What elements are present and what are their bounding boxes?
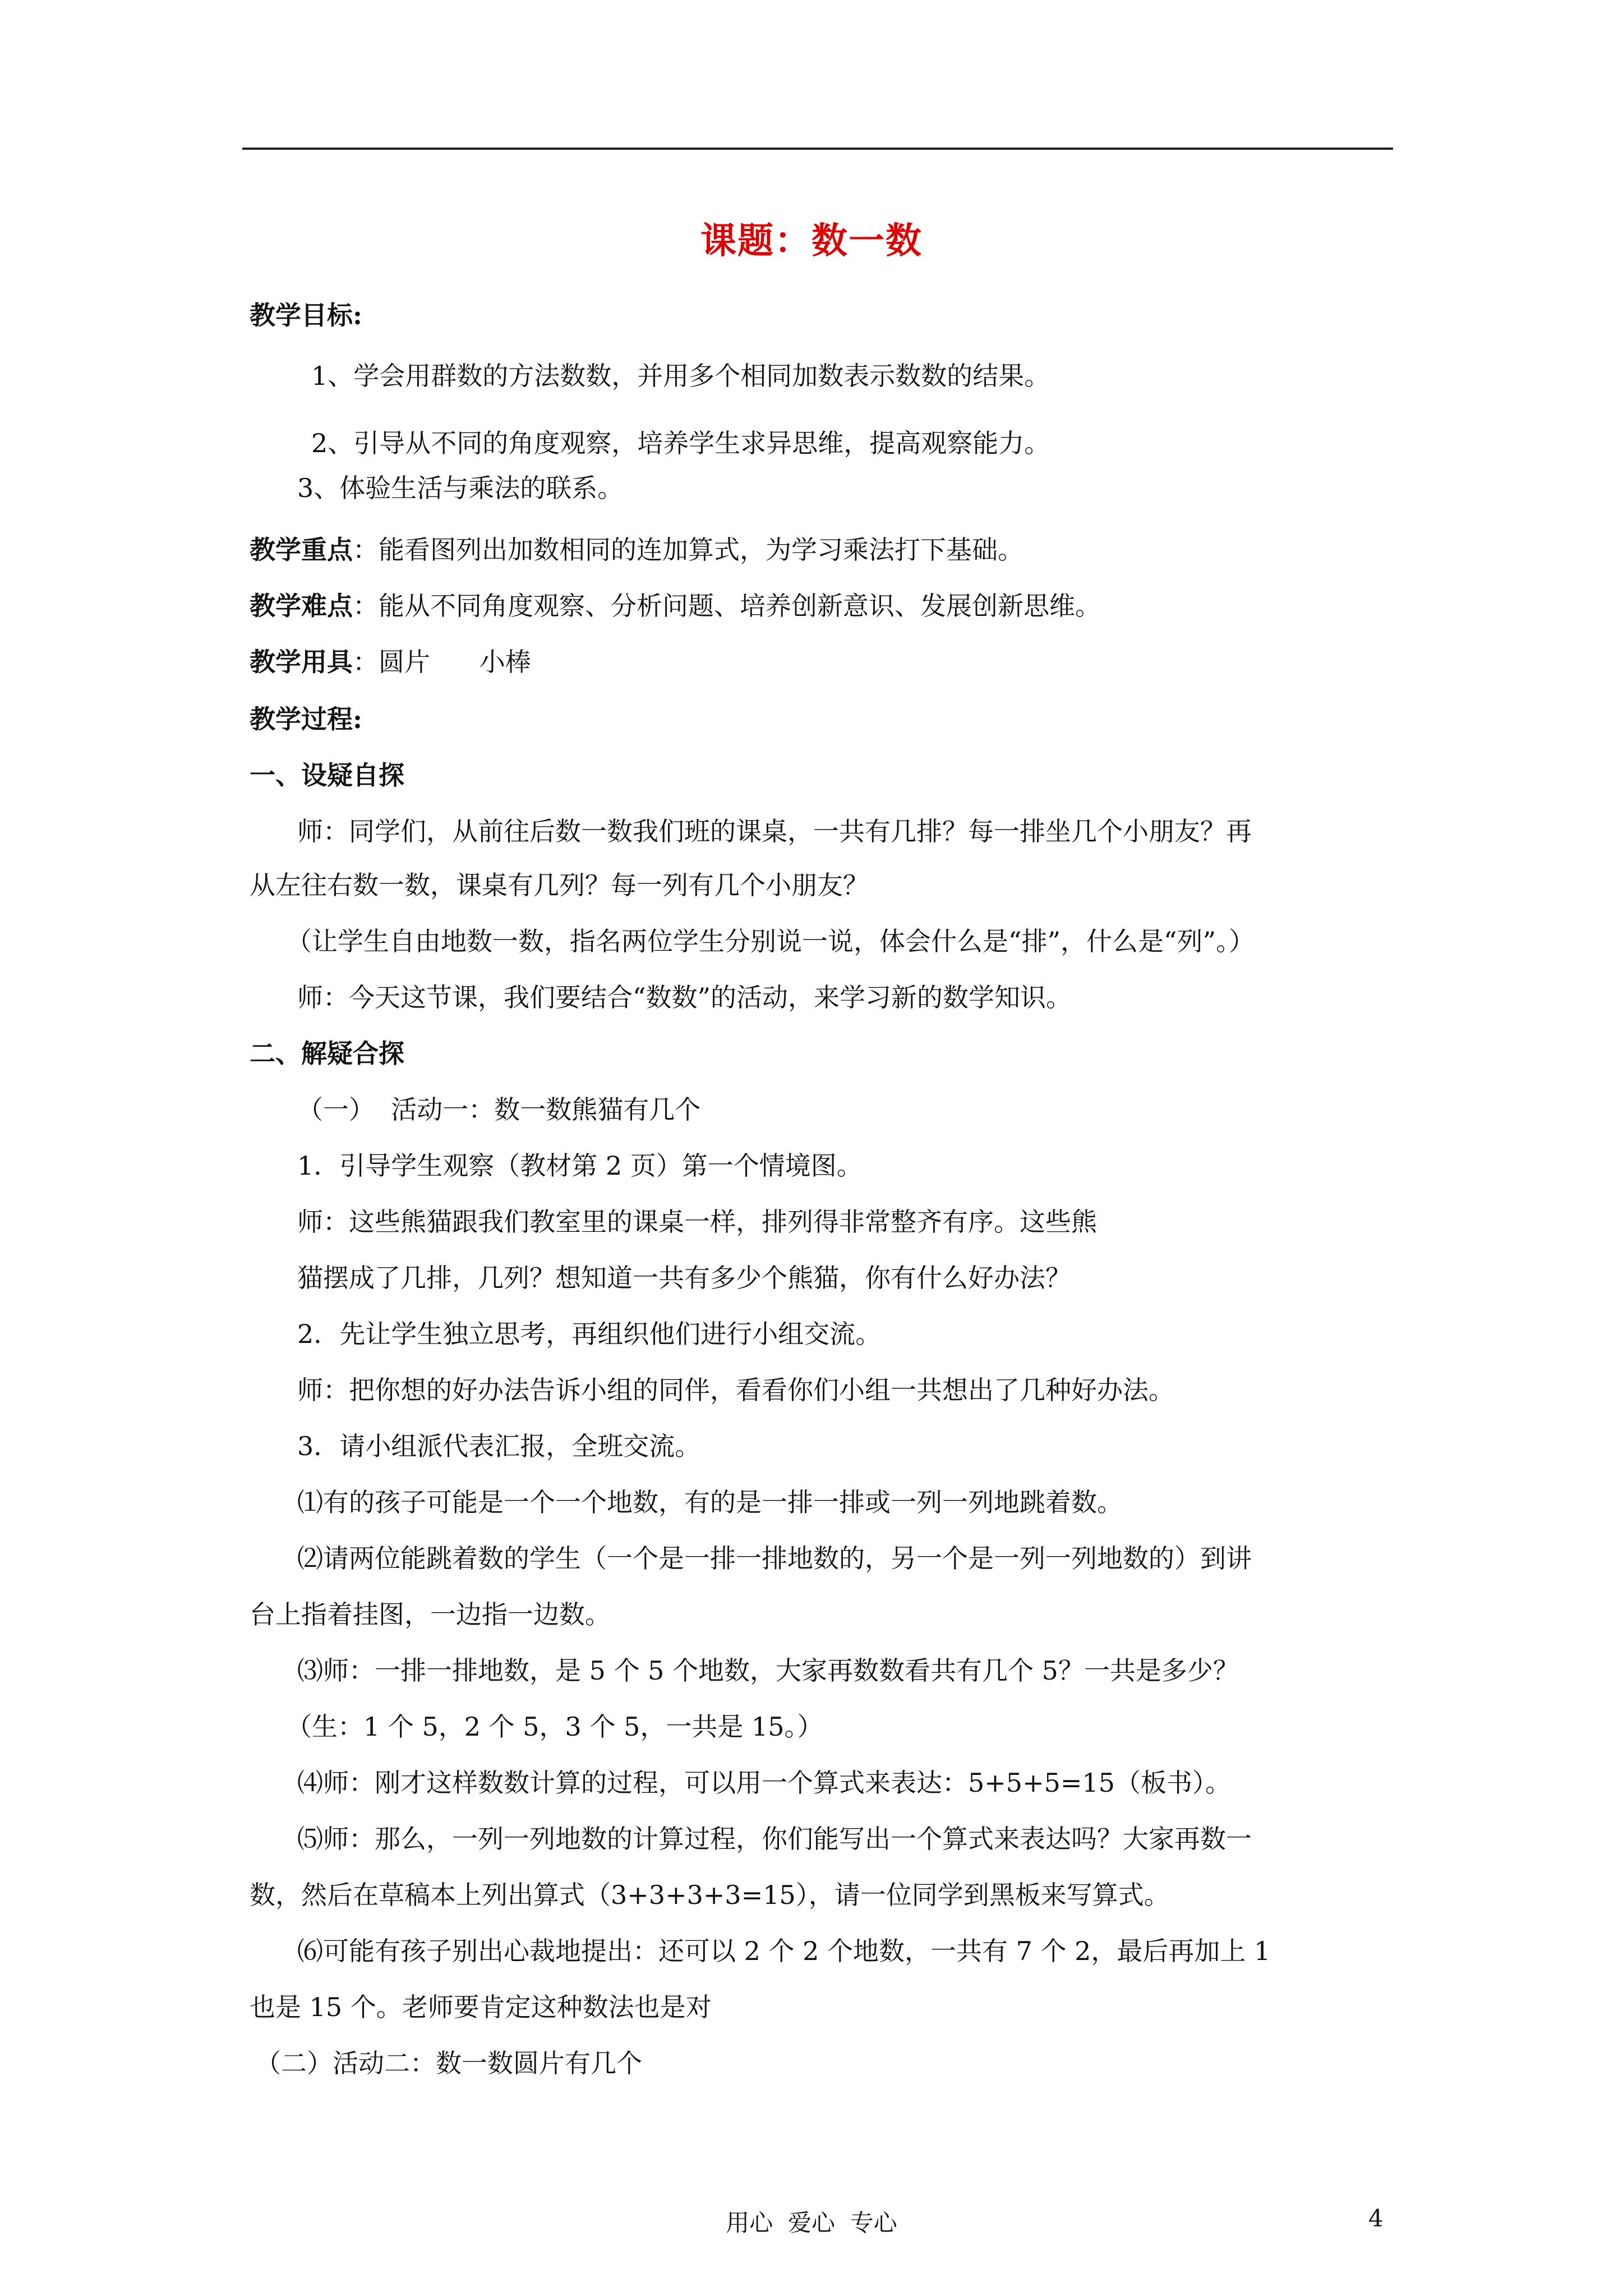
paragraph-line: （一） 活动一：数一数熊猫有几个 <box>297 1094 701 1125</box>
paragraph-line: 台上指着挂图，一边指一边数。 <box>250 1599 611 1630</box>
paragraph-line: （生：1 个 5，2 个 5，3 个 5，一共是 15。） <box>286 1711 823 1742</box>
page-number: 4 <box>1368 2205 1384 2232</box>
tools <box>250 645 531 679</box>
paragraph-line: ⑷师：刚才这样数数计算的过程，可以用一个算式来表达：5+5+5=15（板书）。 <box>297 1768 1231 1798</box>
section2-heading: 二、解疑合探 <box>250 1038 404 1069</box>
process-heading: 教学过程: <box>250 704 362 734</box>
paragraph-line: ⑶师：一排一排地数，是 5 个 5 个地数，大家再数数看共有几个 5？一共是多少？ <box>297 1655 1239 1686</box>
objective-item: 1、学会用群数的方法数数，并用多个相同加数表示数数的结果。 <box>311 361 1050 391</box>
paragraph-line: 也是 15 个。老师要肯定这种数法也是对 <box>250 1992 712 2022</box>
page-title: 课题：数一数 <box>700 220 923 262</box>
tools-text: ：圆片 小棒 <box>353 647 531 677</box>
paragraph-line: ⑹可能有孩子别出心裁地提出：还可以 2 个 2 个地数，一共有 7 个 2，最后再加上 1 <box>297 1936 1271 1966</box>
difficult-point-label: 教学难点 <box>250 591 353 621</box>
paragraph-line: 师：今天这节课，我们要结合“数数”的活动，来学习新的数学知识。 <box>297 982 1072 1013</box>
difficult-point <box>250 589 1101 623</box>
paragraph-line: 1．引导学生观察（教材第 2 页）第一个情境图。 <box>297 1151 863 1181</box>
header-rule <box>242 148 1393 150</box>
paragraph-line: 从左往右数一数，课桌有几列？每一列有几个小朋友？ <box>250 870 869 900</box>
difficult-point-text: ：能从不同角度观察、分析问题、培养创新意识、发展创新思维。 <box>353 591 1101 621</box>
paragraph-line: 数，然后在草稿本上列出算式（3+3+3+3=15），请一位同学到黑板来写算式。 <box>250 1880 1170 1910</box>
paragraph-line: （让学生自由地数一数，指名两位学生分别说一说，体会什么是“排”，什么是“列”。） <box>286 926 1255 956</box>
paragraph-line: 师：这些熊猫跟我们教室里的课桌一样，排列得非常整齐有序。这些熊 <box>297 1207 1097 1237</box>
paragraph-line: ⑵请两位能跳着数的学生（一个是一排一排地数的，另一个是一列一列地数的）到讲 <box>297 1543 1252 1573</box>
paragraph-line: ⑴有的孩子可能是一个一个地数，有的是一排一排或一列一列地跳着数。 <box>297 1487 1123 1517</box>
paragraph-line: 师：同学们，从前往后数一数我们班的课桌，一共有几排？每一排坐几个小朋友？再 <box>297 816 1252 846</box>
section1-heading: 一、设疑自探 <box>250 760 404 790</box>
key-point-text: ：能看图列出加数相同的连加算式，为学习乘法打下基础。 <box>353 535 1023 565</box>
paragraph-line: ⑸师：那么，一列一列地数的计算过程，你们能写出一个算式来表达吗？大家再数一 <box>297 1824 1252 1854</box>
paragraph-line: （二）活动二：数一数圆片有几个 <box>255 2048 642 2078</box>
paragraph-line: 猫摆成了几排，几列？想知道一共有多少个熊猫，你有什么好办法？ <box>297 1263 1071 1293</box>
objectives-heading: 教学目标: <box>250 300 362 330</box>
paragraph-line: 3．请小组派代表汇报，全班交流。 <box>297 1431 701 1461</box>
objective-item: 3、体验生活与乘法的联系。 <box>297 473 624 503</box>
paragraph-line: 2．先让学生独立思考，再组织他们进行小组交流。 <box>297 1319 882 1349</box>
key-point <box>250 533 1023 567</box>
objective-item: 2、引导从不同的角度观察，培养学生求异思维，提高观察能力。 <box>311 428 1050 458</box>
paragraph-line: 师：把你想的好办法告诉小组的同伴，看看你们小组一共想出了几种好办法。 <box>297 1375 1174 1405</box>
footer-motto: 用心 爱心 专心 <box>726 2209 897 2237</box>
key-point-label: 教学重点 <box>250 535 353 565</box>
tools-label: 教学用具 <box>250 647 353 677</box>
